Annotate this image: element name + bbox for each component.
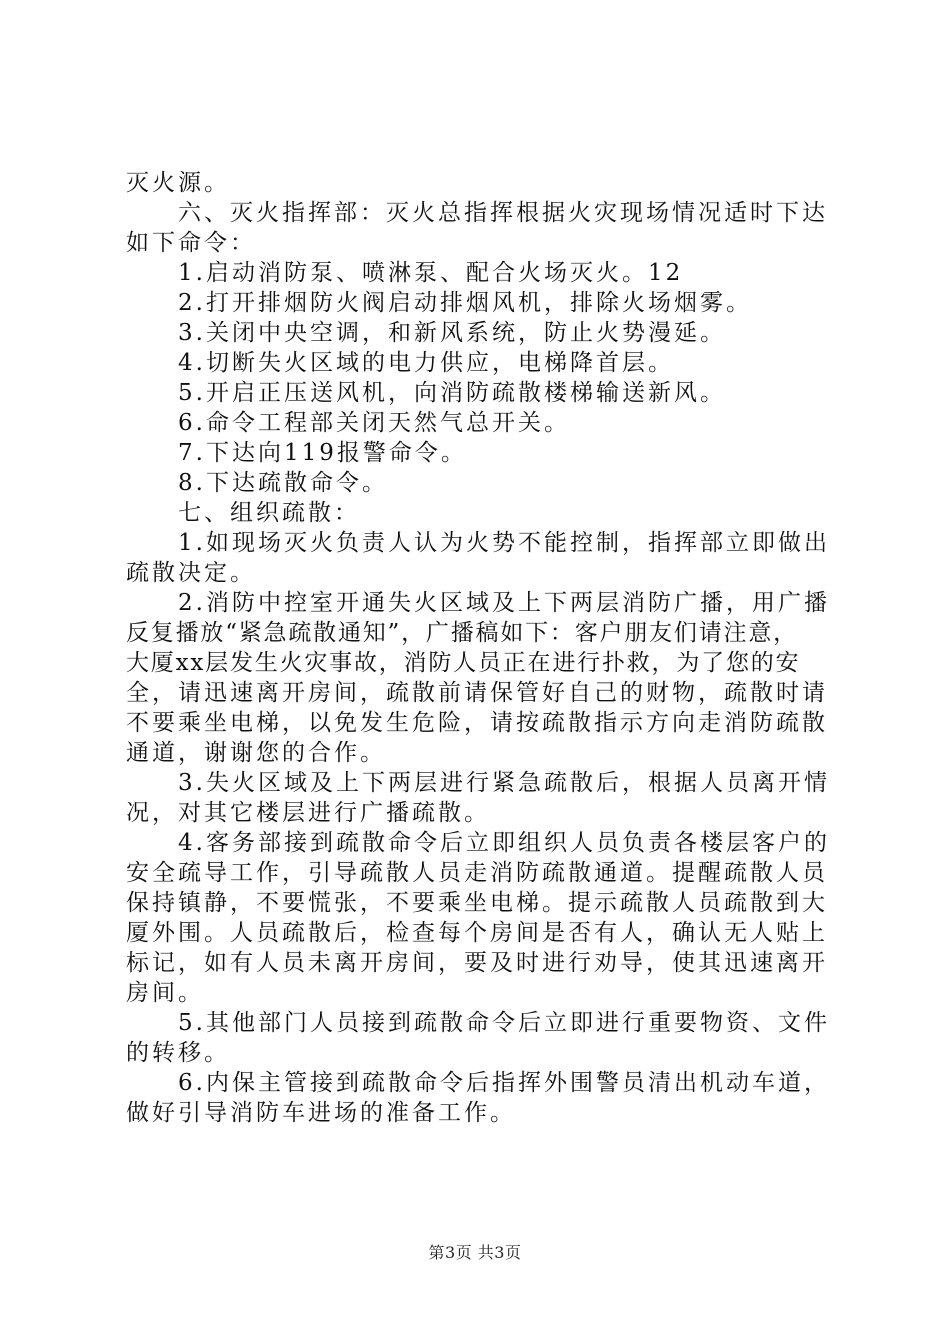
- text-line: 疏散决定。: [126, 560, 256, 586]
- text-line: 全，请迅速离开房间，疏散前请保管好自己的财物，疏散时请: [126, 680, 828, 706]
- text-line: 7.下达向119报警命令。: [126, 440, 467, 466]
- text-line: 安全疏导工作，引导疏散人员走消防疏散通道。提醒疏散人员: [126, 860, 828, 886]
- text-line: 6.命令工程部关闭天然气总开关。: [126, 410, 570, 436]
- text-line: 3.失火区域及上下两层进行紧急疏散后，根据人员离开情: [126, 770, 830, 796]
- text-line: 5.开启正压送风机，向消防疏散楼梯输送新风。: [126, 380, 726, 406]
- text-line: 5.其他部门人员接到疏散命令后立即进行重要物资、文件: [126, 1010, 830, 1036]
- text-line: 不要乘坐电梯，以免发生危险，请按疏散指示方向走消防疏散: [126, 710, 828, 736]
- text-line: 如下命令：: [126, 230, 256, 256]
- text-line: 4.客务部接到疏散命令后立即组织人员负责各楼层客户的: [126, 830, 830, 856]
- text-line: 况，对其它楼层进行广播疏散。: [126, 800, 490, 826]
- text-line: 2.打开排烟防火阀启动排烟风机，排除火场烟雾。: [126, 290, 752, 316]
- text-line: 反复播放“紧急疏散通知”，广播稿如下：客户朋友们请注意，: [126, 620, 798, 646]
- text-line: 1.启动消防泵、喷淋泵、配合火场灭火。12: [126, 260, 684, 286]
- text-line: 3.关闭中央空调，和新风系统，防止火势漫延。: [126, 320, 726, 346]
- text-line: 标记，如有人员未离开房间，要及时进行劝导，使其迅速离开: [126, 950, 828, 976]
- text-line: 七、组织疏散：: [126, 500, 360, 526]
- document-body: [126, 168, 846, 1128]
- text-line: 六、灭火指挥部：灭火总指挥根据火灾现场情况适时下达: [126, 200, 828, 226]
- text-line: 4.切断失火区域的电力供应，电梯降首层。: [126, 350, 674, 376]
- text-line: 大厦xx层发生火灾事故，消防人员正在进行扑救，为了您的安: [126, 650, 801, 676]
- text-line: 8.下达疏散命令。: [126, 470, 388, 496]
- text-line: 保持镇静，不要慌张，不要乘坐电梯。提示疏散人员疏散到大: [126, 890, 828, 916]
- text-line: 的转移。: [126, 1040, 230, 1066]
- text-line: 房间。: [126, 980, 204, 1006]
- text-line: 6.内保主管接到疏散命令后指挥外围警员清出机动车道，: [126, 1070, 830, 1096]
- text-line: 1.如现场灭火负责人认为火势不能控制，指挥部立即做出: [126, 530, 830, 556]
- page-number-footer: 第3页 共3页: [428, 1243, 522, 1262]
- text-line: 做好引导消防车进场的准备工作。: [126, 1100, 516, 1126]
- text-line: 2.消防中控室开通失火区域及上下两层消防广播，用广播: [126, 590, 830, 616]
- text-line: 灭火源。: [126, 170, 230, 196]
- text-line: 厦外围。人员疏散后，检查每个房间是否有人，确认无人贴上: [126, 920, 828, 946]
- text-line: 通道，谢谢您的合作。: [126, 740, 386, 766]
